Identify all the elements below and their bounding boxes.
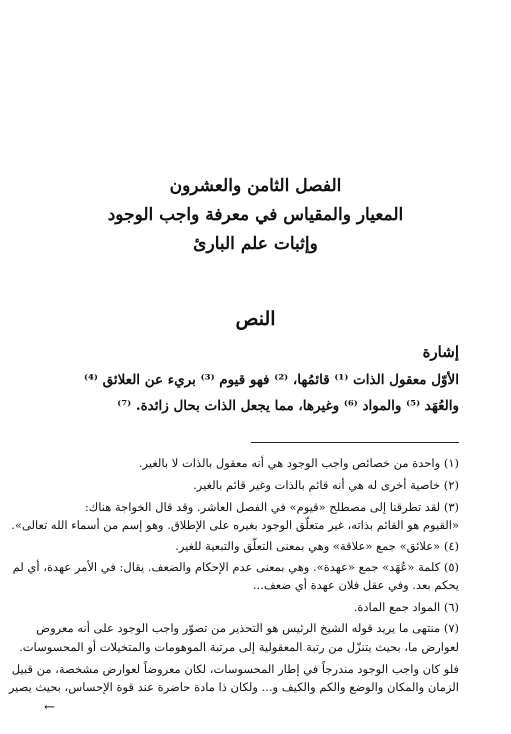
ishara-label: إشارة bbox=[422, 343, 459, 361]
footnote-6: (٦) المواد جمع المادة. bbox=[353, 600, 459, 614]
main-text-line-1: الأوّل معقول الذات ⁽¹⁾ قائمُها، ⁽²⁾ فهو قيوم ⁽³⁾ بريء عن العلائق ⁽⁴⁾ bbox=[83, 372, 459, 388]
footnote-7-cont-3: الزمان والمكان والوضع والكم والكيف و... ولكان ذا مادة حاضرة عند قوة الإحساس، بحيث يصير bbox=[8, 680, 459, 694]
footnote-5: (٥) كلمة «عُهَد» جمع «عهدة». وهي بمعنى عدم الإحكام والضعف. يقال: في الأمر عهدة، أي لم bbox=[12, 560, 459, 574]
footnote-5-cont: يحكم بعد. وفي عقل فلان عهدة أي ضعف... bbox=[252, 578, 459, 592]
footnote-divider bbox=[251, 442, 459, 443]
continuation-arrow-icon: ← bbox=[44, 700, 55, 715]
footnote-1: (١) واحدة من خصائص واجب الوجود هي أنه معقول بالذات لا بالغير. bbox=[138, 456, 459, 470]
footnote-7-cont-1: لعوارض ما، بحيث يتنزّل من رتبة المعقولية إلى مرتبة الموهومات والمتخيلات أو المحسوسات. bbox=[19, 640, 459, 654]
footnote-3-quote: «القيوم هو القائم بذاته، غير متعلّق الوجود بغيره على الإطلاق. وهو إسم من أسماء الله تعالى». bbox=[11, 518, 459, 532]
chapter-title: الفصل الثامن والعشرون bbox=[169, 176, 342, 196]
chapter-subtitle-line1: المعيار والمقياس في معرفة واجب الوجود bbox=[107, 205, 404, 225]
section-heading: النص bbox=[235, 308, 276, 330]
footnote-4: (٤) «علائق» جمع «علاقة» وهي بمعنى التعلّق والتبعية للغير. bbox=[175, 539, 459, 553]
footnote-2: (٢) خاصية أخرى له هي أنه قائم بالذات وغير قائم بالغير. bbox=[193, 478, 459, 492]
footnote-3: (٣) لقد تطرقنا إلى مصطلح «قيوم» في الفصل العاشر. وقد قال الخواجة هناك: bbox=[84, 500, 459, 514]
footnote-7: (٧) منتهى ما يريد قوله الشيخ الرئيس هو التحذير من تصوّر واجب الوجود على أنه معروض bbox=[36, 621, 459, 635]
chapter-subtitle-line2: وإثبات علم البارئ bbox=[193, 234, 318, 254]
footnote-7-cont-2: فلو كان واجب الوجود مندرجاً في إطار المحسوسات، لكان معروضاً لعوارض مشخصة، من قبيل bbox=[11, 662, 459, 676]
main-text-line-2: والعُهَد ⁽⁵⁾ والمواد ⁽⁶⁾ وغيرها، مما يجعل الذات بحال زائدة. ⁽⁷⁾ bbox=[117, 398, 459, 414]
